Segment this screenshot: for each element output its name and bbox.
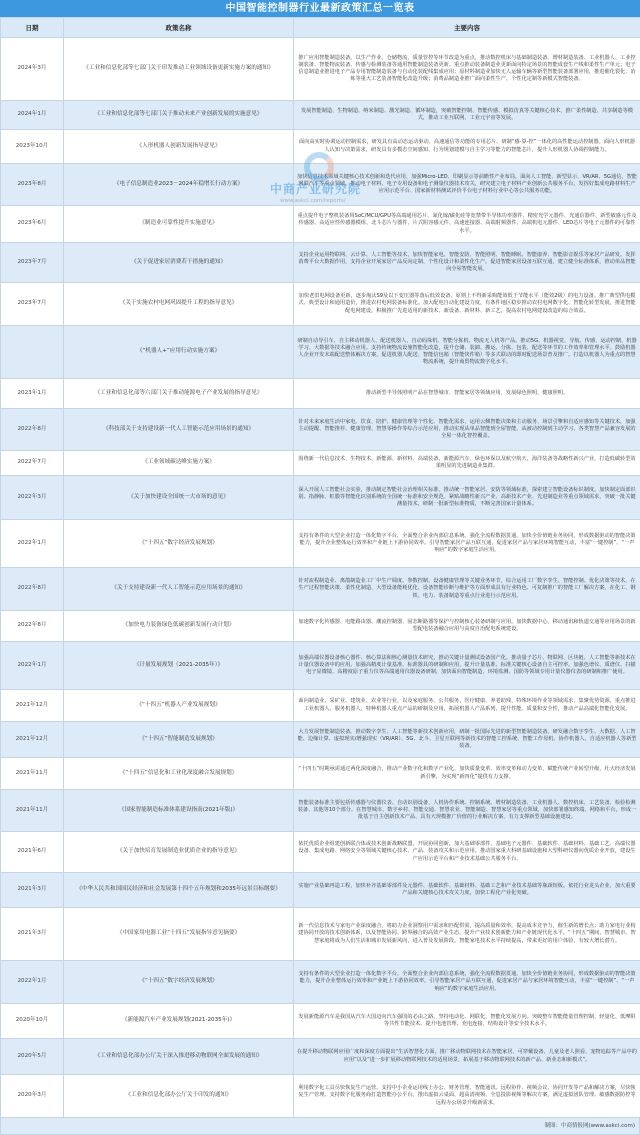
table-row: [1, 1004, 640, 1039]
date-cell: 2022年1月: [1, 520, 64, 568]
policy-name-cell: 《“十四五”信息化和工业化深度融合发展规划》: [64, 758, 294, 790]
policy-name-cell: 《“十四五”数字经济发展规划》: [64, 520, 294, 568]
content-cell: 支持有条件的大型企业打造一体化数字平台，全面整合企业内部信息系统，强化全流程数据贯通，加快全价值链业务协同，形成数据驱动的智能决策能力，提升企业整体运行效率和产业链上下游协同效率。引导智能家居产品互联互通，促进家居产品与家居环境智能互动，丰富“一键控制”、“一声响应”的数字家庭生活应用。: [294, 961, 640, 1004]
table-row: [1, 758, 640, 790]
date-cell: 2023年10月: [1, 130, 64, 164]
content-cell: 面向高实时协调运动控制需求，研发具有高动态运动驱动、高速通信等功能的专用芯片，研制“感-算-控”一体化的高性能运动控制器。面向人形机器人认知与决策需求，研发具有多模态空间感知、行为规划建模与自主学习等能力的智能芯片，提升人形机器人协调控制能力。: [294, 130, 640, 164]
date-cell: 2024年3月: [1, 38, 64, 101]
content-cell: 支持企业运用物联网、云计算、人工智能等技术，加快智能家电、智能安防、智能照明、智能睡眠、智能康养、智能影音娱乐等家居产品研发。发挥消费平台大数据作用，支持企业开展家居产品反向定制、个性化设计和柔性化生产。促进智能家居设备互联互通，建立健全标准体系，推动单品智能向全屋智能发展。: [294, 243, 640, 283]
content-cell: 深入开展人工智能社会实验，推动制定智能社会治理相关标准。推动统一智能家居、安防等领域标准，探索建立智能设备标识制度。加快制定面部识别、指静脉、虹膜等智能化识别系统的全国统一标准和安全规范。紧贴战略性新兴产业、高新技术产业、先进制造业等重点领域需求，突破一批关键测量技术，研制一批新型标准物质，不断完善国家计量体系。: [294, 476, 640, 520]
content-cell: 大力发展智能制造装备。推动数字孪生、人工智能等新技术创新应用，研制一批国际先进的新型智能制造装备。研发融合数字孪生、大数据、人工智能、边缘计算、虚拟现实/增强现实（VR/AR）、5G、北斗、卫星互联网等新技术的智能工控系统、智能工作母机、协作机器人、自适应机器人等新型装备。: [294, 722, 640, 758]
content-cell: 发展智能制造、生物制造、纳米制造、激光制造、循环制造，突破智能控制、智能传感、模拟仿真等关键核心技术，推广柔性制造、共享制造等模式，推动工业互联网、工业元宇宙等发展。: [294, 101, 640, 130]
content-cell: 加快老旧电网设备更新，逐步淘汰S9及以下变压器等落后低效设备，原则上不得新采购能效低于节能水平（能效2级）的电力设备。推广典型供电模式、典型设计和通用造价，推进农村电网装备标准化。加大配电自动化建设力度，有条件地区稳步推动农村电网数字化、智能化转型发展，推进智能配电网建设。积极推广先进适用的新技术、新设备、新材料、新工艺，提高农村电网建设改造的综合效益。: [294, 283, 640, 326]
policy-name-cell: 《科技部关于支持建设新一代人工智能示范应用场景的通知》: [64, 409, 294, 451]
policy-name-cell: 《加快电力装备绿色低碳创新发展行动计划》: [64, 611, 294, 642]
date-cell: 2020年10月: [1, 1004, 64, 1039]
date-cell: 2022年8月: [1, 611, 64, 642]
column-header-name: 政策名称: [64, 18, 294, 38]
policy-name-cell: 《工业和信息化部等七部门关于印发推动工业领域设备更新实施方案的通知》: [64, 38, 294, 101]
policy-table: [0, 17, 640, 1118]
content-cell: 研制自动导引车、自主移动机器人、配送机器人、自动码垛机、智能分拣机、物流无人机等产品。推动5G、机器视觉、导航、传感、运动控制、机器学习、大数据等技术融合应用。支持传统物流设施智能化改造，提升仓储、装卸、搬运、分拣、包装、配送等环节的工作效率和管理水平。鼓励机器人企业开发末端配送整体解决方案，促进机器人配送、智能信包箱（智能快件箱）等多式联动的即时配送场景普及推广。打造以机器人为重点的智慧物流系统，提升商贸物流数字化水平。: [294, 326, 640, 379]
table-row: [1, 409, 640, 451]
table-row: [1, 690, 640, 722]
date-cell: 2023年7月: [1, 283, 64, 326]
policy-name-cell: 《关于加快建设全国统一大市场的意见》: [64, 476, 294, 520]
content-cell: 发展新能源汽车是我国从汽车大国迈向汽车强国的必由之路，坚持电动化、网联化、智能化发展方向。突破整车智能能量管理控制、轻量化、低摩阻等共性节能技术，提升电池管理、充电连接、结构设计等安全技术水平。: [294, 1004, 640, 1039]
policy-name-cell: 《工业和信息化部办公厅关于印发的通知》: [64, 1075, 294, 1118]
content-cell: 加快信息技术领域关键核心技术创新和迭代应用，加强Micro-LED、印刷显示等前瞻性产业布局。面向人工智能、新型显示、VR/AR、5G通信、智能网联汽车等重点领域，推动电子材料、电子专用设备和电子测量仪器技术攻关，研究建立电子材料产业创新公共服务平台，发挥好集成电路材料生产应用示范平台、国家新材料测试评价平台电子材料行业中心等公共服务功能。: [294, 164, 640, 206]
date-cell: 2021年12月: [1, 722, 64, 758]
date-cell: 2022年3月: [1, 476, 64, 520]
policy-name-cell: 《工业和信息化部等六部门关于推动能源电子产业发展的指导意见》: [64, 379, 294, 409]
table-row: [1, 326, 640, 379]
content-cell: 依托优质企业组建创新联合体或技术创新战略联盟，开展协同创新，加大基础零部件、基础电子元器件、基础软件、基础材料、基础工艺、高端仪器设备、集成电路、网络安全等领域关键核心技术、产品、装备攻关和示范应用。推动国家重大科研基础设施和大型科研仪器向优质企业开放，建设生产应用示范平台和产业技术基础公共服务平台。: [294, 832, 640, 873]
date-cell: 2023年8月: [1, 164, 64, 206]
date-cell: 2022年7月: [1, 451, 64, 476]
date-cell: 2022年8月: [1, 568, 64, 611]
date-cell: 2023年6月: [1, 206, 64, 243]
table-row: [1, 568, 640, 611]
date-cell: 2020年5月: [1, 1039, 64, 1075]
date-cell: 2023年7月: [1, 243, 64, 283]
content-cell: 实施产业基础再造工程，加快补齐基础零部件及元器件、基础软件、基础材料、基础工艺和产业技术基础等瓶颈短板。依托行业龙头企业，加大重要产品和关键核心技术攻关力度，加快工程化产业化突破。: [294, 873, 640, 908]
table-row: [1, 611, 640, 642]
content-cell: 加强高端仪器设备核心器件、核心算法和核心测量技术研究，推动关键计量测试设备国产化。推动量子芯片、物联网、区块链、人工智能等新技术在计量仪器设备中的应用。加强高精度计量基准、标准器具的研制和应用，提升计量基准、标准关键核心设备自主可控率。加强色谱仪、质谱仪、扫描电子显微镜、高精度原子重力仪等高端通用仪器设备研制，加快面向智能制造、环境监测、国防等领域专用计量仪器仪表的研制和推广使用。: [294, 642, 640, 690]
date-cell: 2022年8月: [1, 409, 64, 451]
table-row: [1, 722, 640, 758]
policy-name-cell: 《中国家用电器工业“十四五”发展指导意见摘要》: [64, 908, 294, 961]
table-row: [1, 379, 640, 409]
date-cell: 2023年1月: [1, 379, 64, 409]
source-footer: 制图：中商情报网(www.askci.com): [0, 1118, 640, 1135]
content-cell: 围绕新一代信息技术、生物技术、新能源、新材料、高端装备、新能源汽车、绿色环保以及航空航天、海洋装备等战略性新兴产业，打造低碳转型效果明显的先进制造业集群。: [294, 451, 640, 476]
policy-name-cell: 《电子信息制造业2023－2024年稳增长行动方案》: [64, 164, 294, 206]
table-row: [1, 908, 640, 961]
date-cell: [1, 326, 64, 379]
date-cell: 2021年11月: [1, 790, 64, 832]
content-cell: 在提升移动物联网应用广度和深度方面提出“生活智慧化方面，推广移动物联网技术在智能家居、可穿戴设备、儿童及老人照看、宠物追踪等产品中的应用”以及“进一步扩展移动物联网技术的适用场景，拓展基于移动物联网技术的新产品、新业态和新模式”。: [294, 1039, 640, 1075]
table-row: [1, 520, 640, 568]
content-cell: 加速数字化传感器、电能路由器、潮流控制器、固态断路器等保护与控制核心装备研制与应用。加快数据中心、移动通讯和轨道交通等应用场景的新型配电装备融合应用与高度自治配电系统建设。: [294, 611, 640, 642]
policy-name-cell: 《工业和信息化部办公厅关于深入推进移动物联网全面发展的通知》: [64, 1039, 294, 1075]
date-cell: 2021年3月: [1, 908, 64, 961]
table-row: [1, 476, 640, 520]
content-cell: 针对未来家庭生活中家电、饮食、陪护、健康管理等个性化、智能化需求，运用云侧智能决策和主动服务、场景引擎和自适应感知等关键技术，加强主动提醒、智能推荐、健康管理、智慧零操作等综合示范应用，推动实现从单品智能到全屋智能、从被动控制到主动学习、各类智慧产品兼容发展的全屋一体化智控覆盖。: [294, 409, 640, 451]
policy-name-cell: 《关于支持建设新一代人工智能示范应用场景的通知》: [64, 568, 294, 611]
policy-name-cell: 《国家智能制造标准体系建设指南(2021年版)》: [64, 790, 294, 832]
content-cell: 利用数字化工具尽快恢复生产运营。支持中小企业运用线上办公、财务管理、智能通讯、远程协作、视频会议、协同开发等产品和解决方案，尽快恢复生产管理。支持数字化服务商打造智能办公平台，推出虚拟云桌面、超高清视频、全息投影视频等解决方案，满足虚拟团队管理、敏感数据防控等远程办公场景升级新需求。: [294, 1075, 640, 1118]
policy-name-cell: 《“十四五”机器人产业发展规划》: [64, 690, 294, 722]
table-row: [1, 1039, 640, 1075]
date-cell: 2021年11月: [1, 758, 64, 790]
policy-name-cell: 《“机器人+”应用行动实施方案》: [64, 326, 294, 379]
watermark-url: www.askci.com/reports/: [280, 198, 346, 204]
column-header-content: 主要内容: [294, 18, 640, 38]
policy-name-cell: 《关于实施农村电网巩固提升工程的指导意见》: [64, 283, 294, 326]
date-cell: 2020年3月: [1, 1075, 64, 1118]
content-cell: “十四五”时期亟需通过两化深度融合，推动产业数字化和数字产业化，加快质量变革、效率变革和动力变革，赋能传统产业转型升级，壮大经济发展新引擎，为实现“新四化”提供有力支撑。: [294, 758, 640, 790]
date-cell: 2022年1月: [1, 642, 64, 690]
table-row: [1, 873, 640, 908]
date-cell: 2024年1月: [1, 101, 64, 130]
table-row: [1, 642, 640, 690]
table-row: [1, 101, 640, 130]
table-row: [1, 283, 640, 326]
policy-name-cell: 《关于促进家居消费若干措施的通知》: [64, 243, 294, 283]
policy-name-cell: 《新能源汽车产业发展规划(2021-2035年)》: [64, 1004, 294, 1039]
header-row: [1, 18, 640, 38]
date-cell: 2021年6月: [1, 832, 64, 873]
watermark-text: 中商产业研究院: [270, 180, 361, 197]
table-row: [1, 790, 640, 832]
policy-name-cell: 《人形机器人创新发展指导意见》: [64, 130, 294, 164]
content-cell: 推广应用智能制造装备。以生产作业、仓储物流、质量管控等环节改造为重点，推动数控机床与基础制造装备、增材制造装备、工业机器人、工业控制装备、智能物流装备、传感与检测装备等通用智能制造装备更新。重点推动装备制造业更新面向特定场景的智能成套生产线和柔性生产单元；电子信息制造业推进电子产品专用智能制造装备与自动化装配线集成应用；原材料制造业加快无人运输车辆等新型智能装备部署应用，推进催化裂化、冶炼等重大工艺装备智能化改造升级；消费品制造业推广面向柔性生产、个性化定制等新模式智能装备。: [294, 38, 640, 101]
date-cell: 2022年1月: [1, 961, 64, 1004]
table-row: [1, 961, 640, 1004]
date-cell: 2021年12月: [1, 690, 64, 722]
policy-name-cell: 《计量发展规划（2021-2035年）》: [64, 642, 294, 690]
content-cell: 支持有条件的大型企业打造一体化数字平台，全面整合企业内部信息系统，强化全流程数据贯通，加快全价值链业务协同，形成数据驱动的智能决策能力，提升企业整体运行效率和产业链上下游协同效率。引导智能家居产品互联互通，促进家居产品与家居环境智能互动，丰富“一键控制”、“一声响应”的数字家庭生活应用。: [294, 520, 640, 568]
policy-name-cell: 《“十四五”智能制造发展规划》: [64, 722, 294, 758]
table-row: [1, 1075, 640, 1118]
policy-name-cell: 《“十四五”数字经济发展规划》: [64, 961, 294, 1004]
policy-name-cell: 《制造业可靠性提升实施意见》: [64, 206, 294, 243]
content-cell: 重点提升电子整机装备用SoC/MCU/GPU等高端通用芯片、氮化镓/碳化硅等宽禁带半导体功率器件、精密光学元器件、光通信器件、新型敏感元件及传感器、高适应性传感器模组、北斗芯片与器件、片式阻容感元件、高速连接器、高端射频器件、高端机电元器件、LED芯片等电子元器件的可靠性水平。: [294, 206, 640, 243]
table-row: [1, 832, 640, 873]
content-cell: 面向制造业、采矿业、建筑业、农业等行业，以及家庭服务、公共服务、医疗健康、养老助残、特殊环境作业等领域需求，集聚优势资源，重点推进工业机器人、服务机器人、特种机器人重点产品的研制及应用，拓展机器人产品系列，提升性能、质量和安全性，推动产品高端化智能化发展。: [294, 690, 640, 722]
table-title: 中国智能控制器行业最新政策汇总一览表: [0, 0, 640, 17]
policy-name-cell: 《工业领域碳达峰实施方案》: [64, 451, 294, 476]
table-row: [1, 451, 640, 476]
date-cell: 2021年3月: [1, 873, 64, 908]
content-cell: 推动新型半导体照明产品在智慧城市、智能家居等领域应用，发展绿色照明、健康照明。: [294, 379, 640, 409]
policy-name-cell: 《中华人民共和国国民经济和社会发展第十四个五年规划和2035年远景目标纲要》: [64, 873, 294, 908]
table-row: [1, 130, 640, 164]
table-row: [1, 243, 640, 283]
table-row: [1, 206, 640, 243]
table-row: [1, 38, 640, 101]
content-cell: 智能装备标准主要包括传感器与仪器仪表、自动识别设备、人机协作系统、控制系统、增材制造装备、工业机器人、数控机床、工艺装备、检验检测装备、其他等10个部分。在智慧城市、数字乡村、智能交通、智慧农业、智能制造、智慧家居等重点领域，加快部署感知终端、网络和平台，形成一批基于自主创新技术产品、具有大规模推广价值的行业解决方案，有力支撑新型基础设施建设。: [294, 790, 640, 832]
content-cell: 新一代信息技术与家电产业深度融合，将助力企业洞察用户需求和匹配供需，提高质量和效率，提高成本竞争力，催生新的增长点；助力家电行业构建协同开放的技术创新体系，以及智能协同、跨界融合的高效产业生态，提升产业技术创新能力和产业链现代化水平。“十四五”期间，智慧城市、智慧家庭将成为人们生活和城市发展新风向，进入普及发展阶段。智能家电技术水平持续提高，带来更好的用户体验，有较大增长潜力。: [294, 908, 640, 961]
policy-name-cell: 《工业和信息化部等七部门关于推动未来产业创新发展的实施意见》: [64, 101, 294, 130]
policy-name-cell: 《关于加快培育发展制造业优质企业的指导意见》: [64, 832, 294, 873]
content-cell: 针对流程制造业、离散制造业工厂中生产调度、参数控制、设备健康管理等关键业务环节，综合运用工厂数字孪生、智能控制、优化决策等技术，在生产过程智能决策、柔性化制造、大型设备能耗优化、设备智能诊断与维护等方面形成具有行业特色、可复制推广的智能工厂解决方案，在化工、钢铁、电力、装备制造等重点行业进行示范应用。: [294, 568, 640, 611]
table-row: [1, 164, 640, 206]
column-header-date: 日期: [1, 18, 64, 38]
